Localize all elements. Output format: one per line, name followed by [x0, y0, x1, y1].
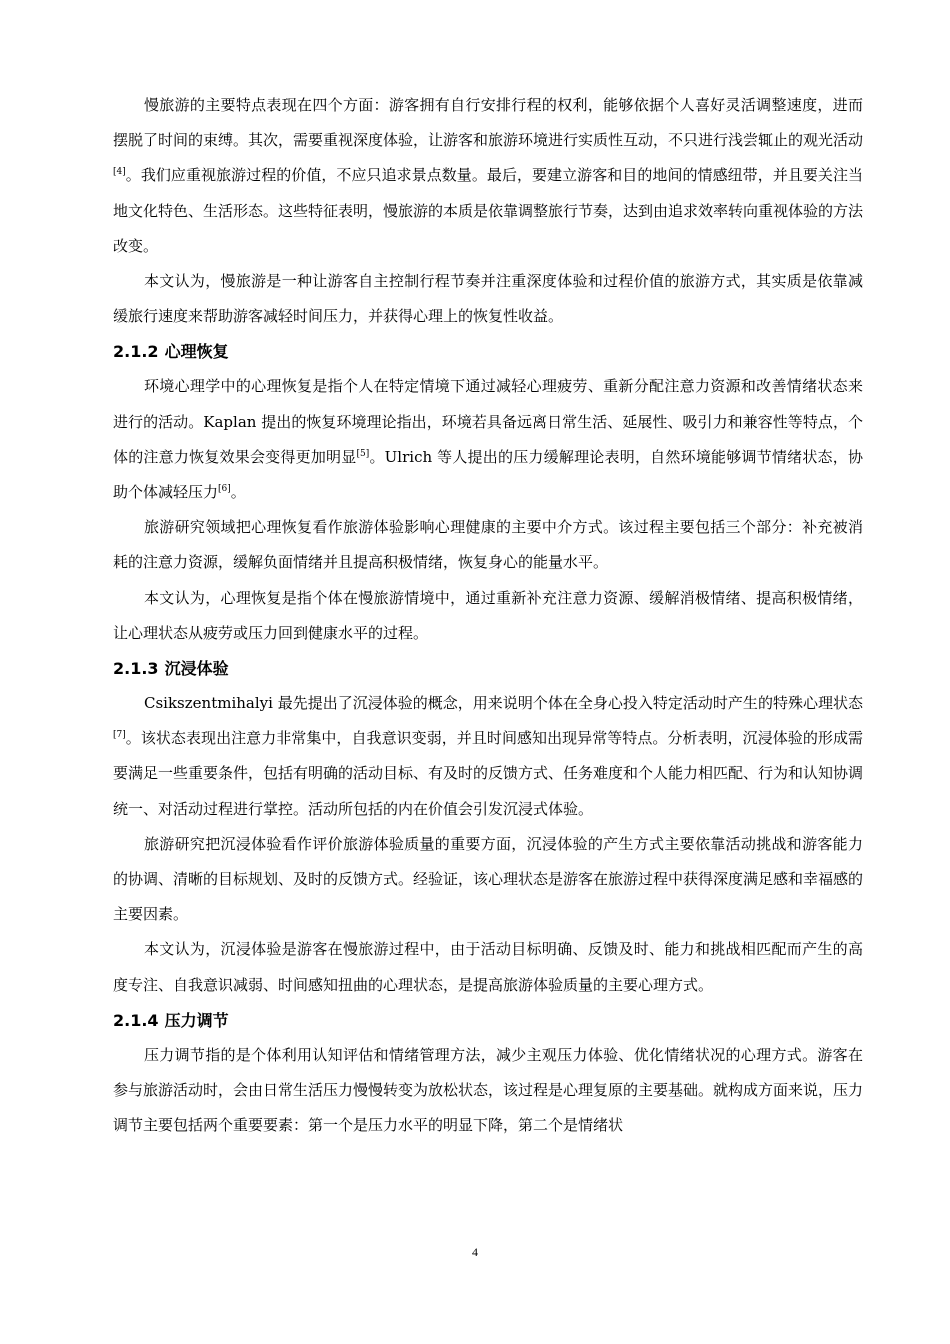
body-paragraph	[113, 1038, 863, 1144]
section-title: 沉浸体验	[164, 659, 229, 679]
section-number: 2.1.3	[113, 659, 159, 679]
page-number: 4	[472, 1245, 478, 1259]
section-number: 2.1.4	[113, 1010, 159, 1030]
section-heading	[113, 651, 863, 686]
paragraph-text: 本文认为，心理恢复是指个体在慢旅游情境中，通过重新补充注意力资源、缓解消极情绪、提高积极情绪，让心理状态从疲劳或压力回到健康水平的过程。	[113, 588, 863, 642]
body-paragraph	[113, 581, 863, 651]
section-heading	[113, 334, 863, 369]
paragraph-text: 。Ulrich 等人提出的压力缓解理论表明，自然环境能够调节情绪状态，协助个体减轻压力	[113, 447, 863, 502]
paragraph-text: 压力调节指的是个体利用认知评估和情绪管理方法，减少主观压力体验、优化情绪状况的心理方式。游客在参与旅游活动时，会由日常生活压力慢慢转变为放松状态，该过程是心理复原的主要基础。就构成方面来说，压力调节主要包括两个重要要素：第一个是压力水平的明显下降，第二个是情绪状	[113, 1045, 864, 1135]
body-paragraph	[113, 369, 863, 510]
paragraph-text: 。	[230, 483, 246, 502]
section-title: 压力调节	[164, 1010, 229, 1030]
paragraph-text: 旅游研究把沉浸体验看作评价旅游体验质量的重要方面，沉浸体验的产生方式主要依靠活动挑战和游客能力的协调、清晰的目标规划、及时的反馈方式。经验证，该心理状态是游客在旅游过程中获得深度满足感和幸福感的主要因素。	[113, 834, 864, 924]
paragraph-text: 。我们应重视旅游过程的价值，不应只追求景点数量。最后，要建立游客和目的地间的情感纽带，并且要关注当地文化特色、生活形态。这些特征表明，慢旅游的本质是依靠调整旅行节奏，达到由追求效率转向重视体验的方法改变。	[113, 166, 864, 255]
paragraph-text: 。该状态表现出注意力非常集中，自我意识变弱，并且时间感知出现异常等特点。分析表明，沉浸体验的形成需要满足一些重要条件，包括有明确的活动目标、有及时的反馈方式、任务难度和个人能力相匹配、行为和认知协调统一、对活动过程进行掌控。活动所包括的内在价值会引发沉浸式体验。	[113, 729, 864, 818]
body-paragraph	[113, 264, 863, 334]
paragraph-text: 本文认为，沉浸体验是游客在慢旅游过程中，由于活动目标明确、反馈及时、能力和挑战相匹配而产生的高度专注、自我意识减弱、时间感知扭曲的心理状态，是提高旅游体验质量的主要心理方式。	[113, 940, 863, 994]
section-heading	[113, 1003, 863, 1038]
citation-ref: [6]	[218, 484, 231, 495]
body-paragraph	[113, 686, 863, 827]
paragraph-text: Csikszentmihalyi 最先提出了沉浸体验的概念，用来说明个体在全身心投入特定活动时产生的特殊心理状态	[144, 694, 863, 713]
paragraph-text: 环境心理学中的心理恢复是指个人在特定情境下通过减轻心理疲劳、重新分配注意力资源和改善情绪状态来进行的活动。Kaplan 提出的恢复环境理论指出，环境若具备远离日常生活、延展性、吸引力和兼容性等特点，个体的注意力恢复效果会变得更加明显	[113, 377, 863, 466]
citation-ref: [5]	[356, 448, 370, 459]
paragraph-text: 本文认为，慢旅游是一种让游客自主控制行程节奏并注重深度体验和过程价值的旅游方式，其实质是依靠减缓旅行速度来帮助游客减轻时间压力，并获得心理上的恢复性收益。	[113, 272, 863, 326]
paragraph-text: 慢旅游的主要特点表现在四个方面：游客拥有自行安排行程的权利，能够依据个人喜好灵活调整速度，进而摆脱了时间的束缚。其次，需要重视深度体验，让游客和旅游环境进行实质性互动，不只进行浅尝辄止的观光活动	[113, 96, 864, 150]
paragraph-text: 旅游研究领域把心理恢复看作旅游体验影响心理健康的主要中介方式。该过程主要包括三个部分：补充被消耗的注意力资源，缓解负面情绪并且提高积极情绪，恢复身心的能量水平。	[113, 518, 863, 572]
citation-ref: [7]	[113, 730, 126, 741]
section-number: 2.1.2	[113, 342, 159, 362]
page-body	[113, 88, 863, 1143]
body-paragraph	[113, 88, 863, 264]
section-title: 心理恢复	[164, 342, 229, 362]
body-paragraph	[113, 510, 863, 580]
citation-ref: [4]	[113, 167, 126, 178]
body-paragraph	[113, 827, 863, 933]
body-paragraph	[113, 932, 863, 1002]
